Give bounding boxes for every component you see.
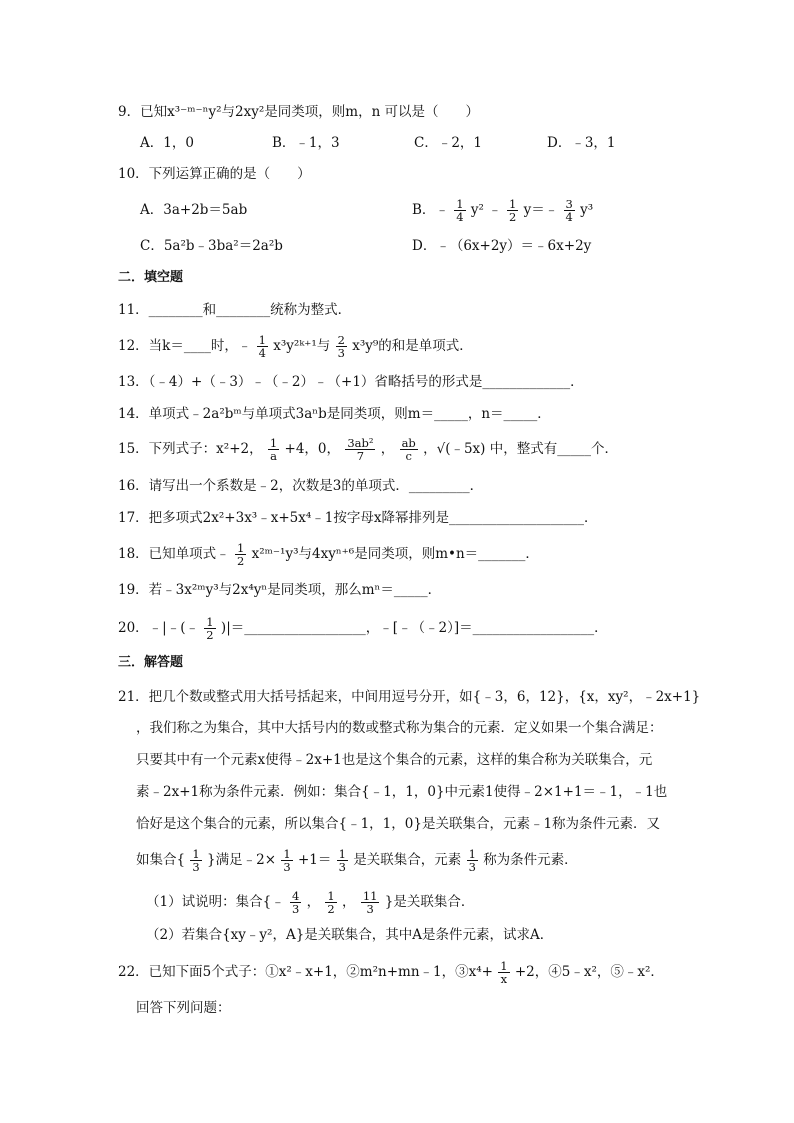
fraction: $\frac{1}{x}$ bbox=[500, 959, 508, 986]
q21-s1d: }是关联集合． bbox=[384, 894, 475, 910]
question-21-part-1 bbox=[146, 890, 474, 915]
option-b-prefix: B．﹣ bbox=[412, 202, 449, 218]
q21-l6e: 称为条件元素． bbox=[483, 852, 578, 868]
question-16: 16．请写出一个系数是﹣2，次数是3的单项式．_________． bbox=[118, 478, 484, 494]
fraction: $\frac{1}{4}$ bbox=[456, 197, 464, 224]
question-9-stem: 9．已知x³⁻ᵐ⁻ⁿy²与2xy²是同类项，则m，n 可以是（ ） bbox=[118, 104, 480, 120]
question-21-line-2: ，我们称之为集合，其中大括号内的数或整式称为集合的元素．定义如果一个集合满足： bbox=[136, 720, 663, 736]
question-9-option-d: D．﹣3，1 bbox=[547, 135, 616, 151]
q20-end: )|＝__________________，﹣[﹣（﹣2）]＝__________________． bbox=[220, 620, 608, 636]
question-18 bbox=[118, 542, 539, 567]
question-17: 17．把多项式2x²+3x³﹣x+5x⁴﹣1按字母x降幂排列是____________________． bbox=[118, 510, 598, 526]
question-9-option-b: B．﹣1，3 bbox=[272, 135, 340, 151]
q22-end: +2，④5﹣x²，⑤﹣x²． bbox=[514, 964, 664, 980]
question-10-option-a: A．3a+2b＝5ab bbox=[140, 202, 248, 218]
question-21-line-4: 素﹣2x+1称为条件元素．例如：集合{﹣1，1，0}中元素1使得﹣2×1+1＝﹣1，﹣1也 bbox=[136, 784, 668, 800]
question-14: 14．单项式﹣2a²bᵐ与单项式3aⁿb是同类项，则m＝_____，n＝_____． bbox=[118, 406, 551, 422]
question-13: 13．（﹣4）+（﹣3）﹣（﹣2）﹣（+1）省略括号的形式是_____________． bbox=[118, 374, 584, 390]
section-heading-fill-blank: 二．填空题 bbox=[118, 270, 184, 285]
option-b-mid: y² ﹣ bbox=[470, 202, 502, 218]
fraction: $\frac{1}{3}$ bbox=[338, 847, 346, 874]
question-20 bbox=[118, 616, 608, 641]
fraction: $\frac{1}{2}$ bbox=[236, 541, 245, 568]
q15-mid: +4，0， bbox=[284, 441, 341, 457]
q21-s1b: ， bbox=[306, 894, 321, 910]
q12-mid: x³y²ᵏ⁺¹与 bbox=[273, 338, 331, 354]
fraction: $\frac{\text{3ab²}}{7}$ bbox=[347, 436, 374, 463]
question-21-part-2: （2）若集合{xy﹣y²，A}是关联集合，其中A是条件元素，试求A． bbox=[146, 927, 554, 943]
option-b-end: y³ bbox=[580, 202, 594, 218]
fraction: $\frac{ab}{c}$ bbox=[401, 436, 416, 463]
q15-prefix: 15．下列式子：x²+2， bbox=[118, 441, 263, 457]
fraction: $\frac{2}{3}$ bbox=[337, 333, 345, 360]
fraction: $\frac{1}{3}$ bbox=[283, 847, 291, 874]
question-9-option-a: A．1，0 bbox=[140, 135, 194, 151]
q21-l6b: }满足﹣2× bbox=[207, 852, 277, 868]
q18-prefix: 18．已知单项式﹣ bbox=[118, 546, 230, 562]
q21-l6d: 是关联集合，元素 bbox=[353, 852, 462, 868]
fraction: $\frac{3}{4}$ bbox=[565, 197, 573, 224]
q15-comma: ， bbox=[380, 441, 395, 457]
fraction: $\frac{1}{3}$ bbox=[192, 847, 200, 874]
question-21-line-1: 21．把几个数或整式用大括号括起来，中间用逗号分开，如{﹣3，6，12}，{x，xy²，﹣2x+1} bbox=[118, 689, 701, 705]
question-22-line-2: 回答下列问题： bbox=[136, 1000, 231, 1016]
question-21-line-6 bbox=[136, 848, 578, 873]
q12-end: x³y⁹的和是单项式． bbox=[352, 338, 473, 354]
fraction: $\frac{1}{2}$ bbox=[508, 197, 517, 224]
fraction: $\frac{1}{3}$ bbox=[468, 847, 476, 874]
q21-s1c: ， bbox=[342, 894, 356, 910]
question-12 bbox=[118, 334, 473, 359]
q21-l6c: +1＝ bbox=[297, 852, 332, 868]
fraction: $\frac{1}{4}$ bbox=[258, 333, 266, 360]
q12-prefix: 12．当k＝____时，﹣ bbox=[118, 338, 252, 354]
q22-prefix: 22．已知下面5个式子：①x²﹣x+1，②m²n+mn﹣1，③x⁴+ bbox=[118, 964, 493, 980]
question-10-option-d: D．﹣（6x+2y）＝﹣6x+2y bbox=[412, 238, 592, 254]
q20-prefix: 20．﹣|﹣(﹣ bbox=[118, 620, 199, 636]
question-10-option-b bbox=[412, 198, 593, 223]
q15-sqrt: ，√(﹣5x) bbox=[423, 441, 486, 457]
q21-s1a: （1）试说明：集合{﹣ bbox=[146, 894, 285, 910]
question-21-line-3: 只要其中有一个元素x使得﹣2x+1也是这个集合的元素，这样的集合称为关联集合，元 bbox=[136, 752, 653, 768]
q15-end: 中，整式有_____个． bbox=[489, 441, 618, 457]
question-21-line-5: 恰好是这个集合的元素，所以集合{﹣1，1，0}是关联集合，元素﹣1称为条件元素．又 bbox=[136, 816, 661, 832]
option-b-mid2: y＝﹣ bbox=[523, 202, 559, 218]
question-19: 19．若﹣3x²ᵐy³与2x⁴yⁿ是同类项，那么mⁿ＝_____． bbox=[118, 582, 442, 598]
question-11: 11．________和________统称为整式． bbox=[118, 302, 352, 318]
section-heading-solve: 三．解答题 bbox=[118, 655, 184, 670]
fraction: $\frac{1}{2}$ bbox=[327, 889, 335, 916]
q18-end: x²ᵐ⁻¹y³与4xyⁿ⁺⁶是同类项，则m•n＝_______． bbox=[251, 546, 539, 562]
q21-l6a: 如集合{ bbox=[136, 852, 186, 868]
fraction: $\frac{1}{a}$ bbox=[269, 436, 278, 463]
fraction: $\frac{11}{3}$ bbox=[362, 889, 378, 916]
question-15 bbox=[118, 437, 618, 462]
question-10-option-c: C．5a²b﹣3ba²＝2a²b bbox=[140, 238, 283, 254]
question-9-option-c: C．﹣2，1 bbox=[414, 135, 483, 151]
fraction: $\frac{1}{2}$ bbox=[206, 615, 214, 642]
question-10-stem: 10．下列运算正确的是（ ） bbox=[118, 166, 311, 182]
fraction: $\frac{4}{3}$ bbox=[291, 889, 300, 916]
question-22 bbox=[118, 960, 664, 985]
